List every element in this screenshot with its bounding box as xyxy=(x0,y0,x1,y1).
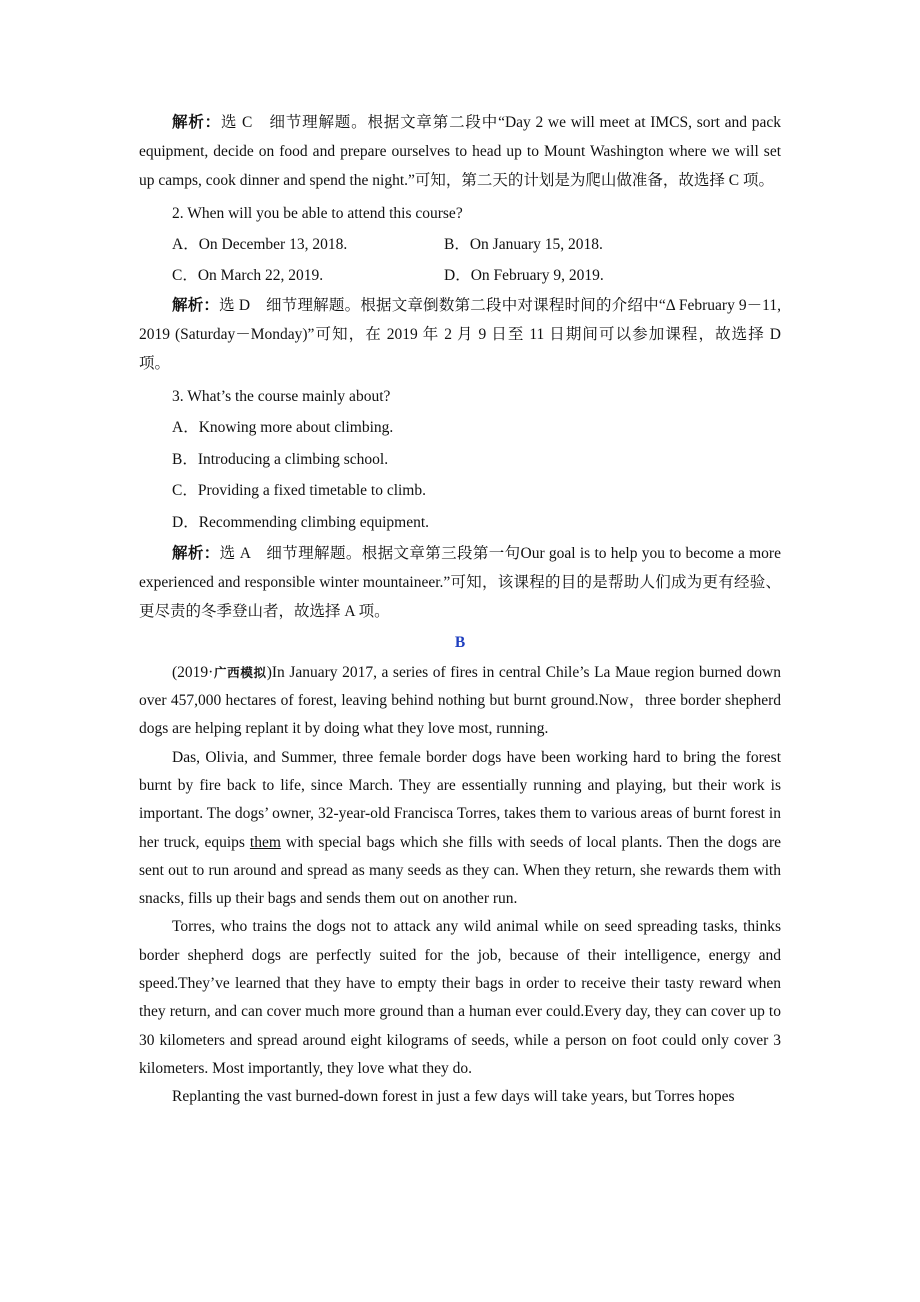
explanation-text: 选 D 细节理解题。根据文章倒数第二段中对课程时间的介绍中“Δ February 9－11, 2019 (Saturday－Monday)”可知，在 2019 年 2 月 9 日至 11 日期间可以参加课程，故选择 D 项。 xyxy=(139,297,781,372)
source-label: 广西模拟 xyxy=(213,664,267,680)
option-c: C．On March 22, 2019. xyxy=(172,267,324,284)
explanation-text: 选 A 细节理解题。根据文章第三段第一句Our goal is to help you to become a more experienced and responsible winter mountaineer.”可知，该课程的目的是帮助人们成为更有经验、更尽责的冬季登山者，故选择 A 项。 xyxy=(139,544,781,620)
paragraph-text-after: with special bags which she fills with seeds of local plants. Then the dogs are sent out to run around and spread as many seeds as they can. When they return, she rewards them with snacks, fills up their bags and sends them out on another run. xyxy=(139,833,781,908)
option-b: B．On January 15, 2018. xyxy=(444,236,603,253)
paragraph-text-before: Das, Olivia, and Summer, three female border dogs have been working hard to bring the forest burnt by fire back to life, since March. They are essentially running and playing, but their work is important. The dogs’ owner, 32-year-old Francisca Torres, takes them to various areas of burnt forest in her truck, equips xyxy=(139,748,781,851)
source-open: (2019· xyxy=(172,663,214,681)
document-page xyxy=(139,108,781,1112)
passage-paragraph-4: Replanting the vast burned-down forest in just a few days will take years, but Torres hopes xyxy=(172,1088,735,1106)
passage-paragraph-3: Torres, who trains the dogs not to attack any wild animal while on seed spreading tasks, thinks border shepherd dogs are perfectly suited for the job, because of their intelligence, energy and speed.They’ve learned that they have to empty their bags in order to receive their tasty reward when they return, and can cover much more ground than a human ever could.Every day, they can cover up to 30 kilometers and spread around eight kilograms of seeds, while a person on foot could only cover 3 kilometers. Most importantly, they love what they do. xyxy=(139,918,781,1077)
option-c: C．Providing a fixed timetable to climb. xyxy=(172,482,426,500)
underlined-word: them xyxy=(249,833,281,851)
question-2-options-row-1 xyxy=(139,229,781,260)
explanation-label: 解析： xyxy=(172,544,220,562)
paragraph-text: )In January 2017, a series of fires in central Chile’s La Maue region burned down over 457,000 hectares of forest, leaving behind nothing but burnt ground.Now，three border shepherd dogs are helping replant it by doing what they love most, running. xyxy=(139,663,781,738)
explanation-q1 xyxy=(139,108,781,195)
question-2-stem: 2. When will you be able to attend this course? xyxy=(172,205,463,222)
explanation-q3 xyxy=(139,539,781,626)
passage-paragraph-1 xyxy=(139,659,781,744)
passage-paragraph-2 xyxy=(139,744,781,914)
option-b: B．Introducing a climbing school. xyxy=(172,450,389,468)
option-a: A．On December 13, 2018. xyxy=(172,236,348,253)
explanation-text: 选 C 细节理解题。根据文章第二段中“Day 2 we will meet at IMCS, sort and pack equipment, decide on food and prepare ourselves to head up to Mount Washington where we will set up camps, cook dinner and spend the night.”可知，第二天的计划是为爬山做准备，故选择 C 项。 xyxy=(139,114,781,189)
explanation-label: 解析： xyxy=(172,114,221,131)
question-3-stem: 3. What’s the course mainly about? xyxy=(172,388,391,405)
option-d: D．On February 9, 2019. xyxy=(444,267,604,284)
question-2-options-row-2 xyxy=(139,260,781,291)
option-d: D．Recommending climbing equipment. xyxy=(172,514,429,532)
option-a: A．Knowing more about climbing. xyxy=(172,419,394,436)
explanation-label: 解析： xyxy=(172,297,220,314)
section-heading-b: B xyxy=(454,633,466,651)
explanation-q2 xyxy=(139,291,781,378)
